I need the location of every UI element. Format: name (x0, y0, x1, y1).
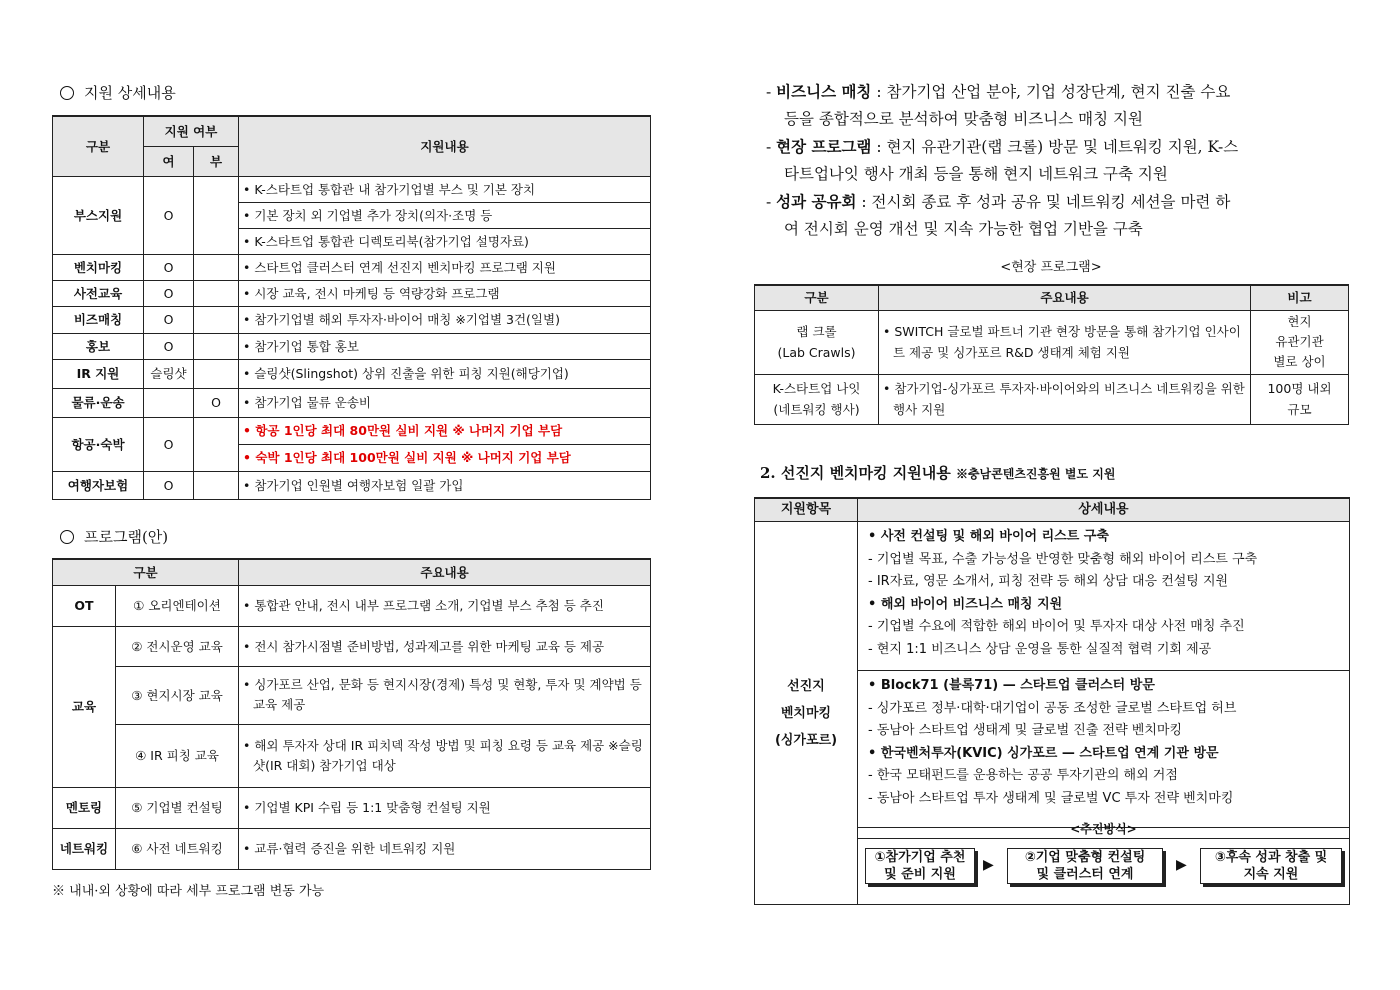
row-yes (144, 388, 194, 417)
flight-item: • 숙박 1인당 최대 100만원 실비 지원 ※ 나머지 기업 부담 (239, 444, 651, 471)
step-line: ③후속 성과 창출 및 (1214, 850, 1328, 865)
header-content: 지원내용 (239, 116, 651, 176)
detail-head: • 사전 컨설팅 및 해외 바이어 리스트 구축 (868, 529, 1109, 544)
step-line: 및 준비 지원 (884, 867, 956, 882)
header-category: 구분 (53, 559, 239, 585)
row-no-flight (194, 417, 239, 471)
field-note-line: 별로 상이 (1273, 354, 1326, 369)
field-category (755, 374, 879, 424)
program-name: ⑤ 기업별 컨설팅 (116, 787, 239, 828)
benchmark-item-line: 선진지 (787, 678, 825, 694)
section-title-text: 지원 상세내용 (84, 84, 176, 102)
header-yes: 여 (144, 146, 194, 176)
detail-dash: - 기업별 목표, 수출 가능성을 반영한 맞춤형 해외 바이어 리스트 구축 (868, 551, 1258, 567)
detail-dash: - 동남아 스타트업 투자 생태계 및 글로벌 VC 투자 전략 벤치마킹 (868, 790, 1234, 806)
row-category-insurance: 여행자보험 (53, 471, 144, 499)
intro-item: - 비즈니스 매칭 : 참가기업 산업 분야, 기업 성장단계, 현지 진출 수요 (766, 82, 1231, 101)
section-title-program (60, 526, 168, 547)
field-note (1251, 374, 1349, 424)
program-group-edu: 교육 (53, 626, 116, 787)
benchmark-block-1 (858, 522, 1349, 671)
program-note: ※ 내내·외 상황에 따라 세부 프로그램 변동 가능 (52, 884, 325, 899)
field-category-line: (네트워킹 행사) (773, 402, 860, 417)
field-content: • 참가기업-싱가포르 투자자·바이어와의 비즈니스 네트워킹을 위한 행사 지원 (879, 374, 1251, 424)
header-item: 지원항목 (755, 499, 858, 522)
row-no (194, 254, 239, 280)
row-category-flight: 항공·숙박 (53, 417, 144, 471)
row-category: 물류·운송 (53, 388, 144, 417)
row-yes-flight: O (144, 417, 194, 471)
header-content: 주요내용 (239, 559, 651, 585)
row-content: • 스타트업 클러스터 연계 선진지 벤치마킹 프로그램 지원 (239, 254, 651, 280)
detail-dash: - 동남아 스타트업 생태계 및 글로벌 진출 전략 벤치마킹 (868, 723, 1183, 739)
row-yes-insurance: O (144, 471, 194, 499)
flight-item: • 항공 1인당 최대 80만원 실비 지원 ※ 나머지 기업 부담 (239, 417, 651, 444)
program-group-networking: 네트워킹 (53, 828, 116, 869)
row-yes-booth: O (144, 176, 194, 254)
program-name: ① 오리엔테이션 (116, 585, 239, 626)
step-line: ①참가기업 추천 (874, 850, 966, 865)
benchmark-block-2 (858, 667, 1349, 828)
header-content: 주요내용 (879, 285, 1251, 310)
detail-text: 싱가포르 정부·대학·대기업이 공동 조성한 글로벌 스타트업 허브 (876, 700, 1237, 716)
program-content: • 전시 참가시점별 준비방법, 성과제고를 위한 마케팅 교육 등 제공 (239, 626, 651, 666)
arrow-right-icon: ▶ (1176, 857, 1187, 873)
row-content: • 참가기업별 해외 투자자·바이어 매칭 ※기업별 3건(일별) (239, 306, 651, 333)
process-title: <추진방식> (858, 820, 1349, 839)
field-category (755, 310, 879, 374)
program-table (52, 558, 651, 870)
program-name: ② 전시운영 교육 (116, 626, 239, 666)
benchmark-item (755, 522, 858, 904)
benchmark-table (754, 497, 1350, 905)
header-no: 부 (194, 146, 239, 176)
booth-item: • 기본 장치 외 기업별 추가 장치(의자·조명 등 (239, 202, 651, 228)
detail-dash: - 싱가포르 정부·대학·대기업이 공동 조성한 글로벌 스타트업 허브 (868, 700, 1237, 716)
benchmark-item-line: 벤치마킹 (780, 705, 832, 721)
row-yes: 슬링샷 (144, 359, 194, 388)
detail-text: Block71 (블록71) — 스타트업 클러스터 방문 (880, 678, 1155, 693)
detail-head: • 한국벤처투자(KVIC) 싱가포르 — 스타트업 연계 기관 방문 (868, 745, 1219, 761)
detail-text: 동남아 스타트업 투자 생태계 및 글로벌 VC 투자 전략 벤치마킹 (876, 790, 1234, 806)
program-name: ⑥ 사전 네트워킹 (116, 828, 239, 869)
circle-bullet-icon (60, 86, 74, 100)
circle-bullet-icon (60, 530, 74, 544)
benchmark-title-text: 2. 선진지 벤치마킹 지원내용 (760, 464, 951, 482)
intro-text: 참가기업 산업 분야, 기업 성장단계, 현지 진출 수요 (886, 83, 1231, 101)
program-group-mentoring: 멘토링 (53, 787, 116, 828)
header-detail: 상세내용 (858, 499, 1349, 522)
field-note-line: 100명 내외 (1267, 381, 1332, 396)
row-yes: O (144, 280, 194, 306)
field-note (1251, 310, 1349, 374)
detail-head: • Block71 (블록71) — 스타트업 클러스터 방문 (868, 678, 1155, 693)
header-category: 구분 (755, 285, 879, 310)
program-content: • 해외 투자자 상대 IR 피치덱 작성 방법 및 피칭 요령 등 교육 제공 ※슬링샷(IR 대회) 참가기업 대상 (239, 724, 651, 787)
row-category: IR 지원 (53, 359, 144, 388)
field-category-line: (Lab Crawls) (777, 345, 856, 360)
detail-dash: - 현지 1:1 비즈니스 상담 운영을 통한 실질적 협력 기회 제공 (868, 641, 1212, 657)
booth-item: • K-스타트업 통합관 내 참가기업별 부스 및 기본 장치 (239, 176, 651, 202)
booth-item: • K-스타트업 통합관 디렉토리북(참가기업 설명자료) (239, 228, 651, 254)
field-note-line: 규모 (1287, 402, 1312, 417)
intro-text: 현지 유관기관(랩 크롤) 방문 및 네트워킹 지원, K-스 (886, 138, 1239, 156)
row-no (194, 280, 239, 306)
row-no (194, 333, 239, 359)
row-content: • 슬링샷(Slingshot) 상위 진출을 위한 피칭 지원(해당기업) (239, 359, 651, 388)
intro-cont: 타트업나잇 행사 개최 등을 통해 현지 네트워크 구축 지원 (784, 165, 1168, 183)
section-title-support-detail (60, 82, 176, 103)
detail-text: 한국벤처투자(KVIC) 싱가포르 — 스타트업 연계 기관 방문 (880, 745, 1219, 761)
row-category: 홍보 (53, 333, 144, 359)
header-note: 비고 (1251, 285, 1349, 310)
row-yes: O (144, 306, 194, 333)
field-program-table (754, 284, 1349, 425)
intro-cont: 여 전시회 운영 개선 및 지속 가능한 협업 기반을 구축 (784, 220, 1143, 238)
row-yes: O (144, 333, 194, 359)
detail-dash: - IR자료, 영문 소개서, 피칭 전략 등 해외 상담 대응 컨설팅 지원 (868, 574, 1229, 590)
intro-cont: 등을 종합적으로 분석하여 맞춤형 비즈니스 매칭 지원 (784, 110, 1143, 128)
step-line: ②기업 맞춤형 컨설팅 (1024, 850, 1146, 865)
program-content: • 싱가포르 산업, 문화 등 현지시장(경제) 특성 및 현황, 투자 및 계약법 등 교육 제공 (239, 666, 651, 724)
step-line: 및 클러스터 연계 (1036, 867, 1134, 882)
row-category: 사전교육 (53, 280, 144, 306)
field-category-line: 랩 크롤 (796, 324, 837, 339)
row-content-insurance: • 참가기업 인원별 여행자보험 일괄 가입 (239, 471, 651, 499)
program-content: • 교류·협력 증진을 위한 네트워킹 지원 (239, 828, 651, 869)
program-group-ot: OT (53, 585, 116, 626)
intro-item: - 성과 공유회 : 전시회 종료 후 성과 공유 및 네트워킹 세션을 마련 하 (766, 192, 1231, 211)
support-detail-table (52, 115, 651, 500)
field-note-line: 현지 (1287, 314, 1312, 329)
field-category-line: K-스타트업 나잇 (772, 381, 861, 396)
detail-dash: - 기업별 수요에 적합한 해외 바이어 및 투자자 대상 사전 매칭 추진 (868, 619, 1245, 635)
row-content: • 참가기업 통합 홍보 (239, 333, 651, 359)
row-no-booth (194, 176, 239, 254)
detail-text: IR자료, 영문 소개서, 피칭 전략 등 해외 상담 대응 컨설팅 지원 (876, 574, 1229, 590)
process-step-2 (1007, 848, 1163, 884)
row-content: • 시장 교육, 전시 마케팅 등 역량강화 프로그램 (239, 280, 651, 306)
row-category: 비즈매칭 (53, 306, 144, 333)
row-no-insurance (194, 471, 239, 499)
field-note-line: 유관기관 (1275, 334, 1324, 349)
process-step-1 (865, 848, 975, 884)
step-line: 지속 지원 (1243, 867, 1299, 882)
row-content: • 참가기업 물류 운송비 (239, 388, 651, 417)
program-name: ③ 현지시장 교육 (116, 666, 239, 724)
process-step-3 (1200, 848, 1342, 884)
program-name: ④ IR 피칭 교육 (116, 724, 239, 787)
detail-text: 한국 모태펀드를 운용하는 공공 투자기관의 해외 거점 (876, 768, 1178, 784)
detail-text: 해외 바이어 비즈니스 매칭 지원 (880, 596, 1063, 612)
header-category: 구분 (53, 116, 144, 176)
row-no (194, 306, 239, 333)
detail-text: 기업별 수요에 적합한 해외 바이어 및 투자자 대상 사전 매칭 추진 (876, 619, 1245, 635)
section-title-text: 프로그램(안) (84, 528, 169, 546)
detail-text: 사전 컨설팅 및 해외 바이어 리스트 구축 (880, 529, 1109, 544)
benchmark-title (760, 462, 1115, 483)
field-program-caption: <현장 프로그램> (1000, 260, 1102, 275)
row-no (194, 359, 239, 388)
row-category-booth: 부스지원 (53, 176, 144, 254)
detail-text: 동남아 스타트업 생태계 및 글로벌 진출 전략 벤치마킹 (876, 723, 1183, 739)
intro-label: 현장 프로그램 (776, 137, 872, 156)
benchmark-item-line: (싱가포르) (774, 732, 838, 748)
right-intro (766, 78, 1356, 243)
row-no: O (194, 388, 239, 417)
detail-text: 현지 1:1 비즈니스 상담 운영을 통한 실질적 협력 기회 제공 (876, 641, 1212, 657)
detail-dash: - 한국 모태펀드를 운용하는 공공 투자기관의 해외 거점 (868, 768, 1178, 784)
intro-item: - 현장 프로그램 : 현지 유관기관(랩 크롤) 방문 및 네트워킹 지원, K-스 (766, 137, 1239, 156)
intro-text: 전시회 종료 후 성과 공유 및 네트워킹 세션을 마련 하 (871, 193, 1231, 211)
program-content: • 통합관 안내, 전시 내부 프로그램 소개, 기업별 부스 추첨 등 추진 (239, 585, 651, 626)
program-content: • 기업별 KPI 수립 등 1:1 맞춤형 컨설팅 지원 (239, 787, 651, 828)
detail-head: • 해외 바이어 비즈니스 매칭 지원 (868, 596, 1063, 612)
detail-text: 기업별 목표, 수출 가능성을 반영한 맞춤형 해외 바이어 리스트 구축 (876, 551, 1258, 567)
intro-label: 비즈니스 매칭 (776, 82, 872, 101)
field-content: • SWITCH 글로벌 파트너 기관 현장 방문을 통해 참가기업 인사이트 제공 및 싱가포르 R&D 생태계 체험 지원 (879, 310, 1251, 374)
intro-label: 성과 공유회 (776, 192, 857, 211)
row-category: 벤치마킹 (53, 254, 144, 280)
arrow-right-icon: ▶ (983, 857, 994, 873)
row-yes: O (144, 254, 194, 280)
header-support: 지원 여부 (144, 116, 239, 146)
benchmark-title-note: ※충남콘텐츠진흥원 별도 지원 (955, 467, 1116, 481)
